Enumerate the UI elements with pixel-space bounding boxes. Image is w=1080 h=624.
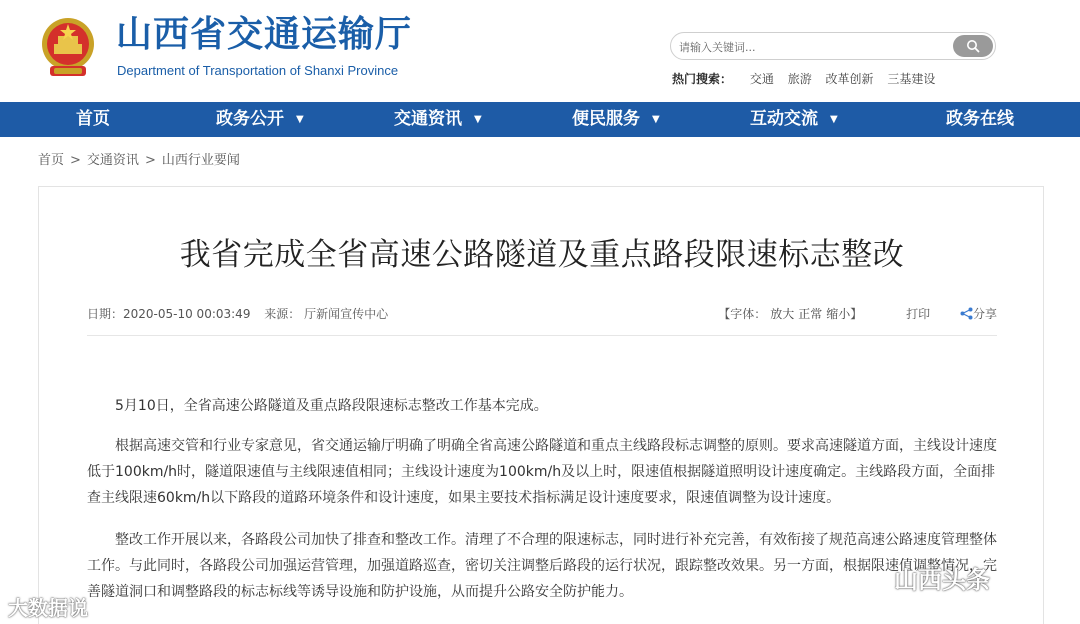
font-size-bracket: 】: [850, 307, 863, 321]
breadcrumb: [38, 149, 240, 168]
hot-link-tourism[interactable]: 旅游: [787, 72, 812, 86]
hot-link-sanji[interactable]: 三基建设: [887, 72, 936, 86]
hot-link-reform[interactable]: 改革创新: [825, 72, 874, 86]
nav-item-gov-affairs[interactable]: [216, 102, 304, 137]
watermark-right: 山西头条: [894, 566, 990, 594]
search-input[interactable]: [679, 37, 949, 57]
main-nav: [0, 102, 1080, 137]
national-emblem-icon: [40, 14, 96, 82]
nav-item-label: 政务公开: [216, 109, 284, 129]
hot-search: [672, 70, 945, 87]
share-button[interactable]: [960, 307, 997, 321]
font-large-button[interactable]: 放大: [770, 307, 795, 321]
caret-down-icon: ▼: [652, 114, 660, 125]
nav-item-label: 政务在线: [946, 109, 1014, 129]
caret-down-icon: ▼: [830, 114, 838, 125]
hot-link-traffic[interactable]: 交通: [749, 72, 774, 86]
caret-down-icon: ▼: [474, 114, 482, 125]
meta-divider: [87, 335, 997, 336]
breadcrumb-shanxi-news[interactable]: 山西行业要闻: [161, 153, 240, 168]
nav-item-services[interactable]: [572, 102, 660, 137]
article-source: 来源： 厅新闻宣传中心: [264, 307, 389, 321]
font-size-label: 【字体：: [718, 307, 767, 321]
breadcrumb-separator: >: [70, 153, 81, 168]
breadcrumb-traffic-news[interactable]: 交通资讯: [86, 153, 139, 168]
hot-search-label: 热门搜索：: [672, 72, 733, 86]
search-box: [670, 32, 996, 60]
watermark-left: 大数据说: [8, 596, 88, 620]
font-size-controls: [718, 307, 866, 321]
nav-item-interaction[interactable]: [750, 102, 838, 137]
breadcrumb-separator: >: [144, 153, 156, 168]
search-icon: [966, 39, 980, 53]
caret-down-icon: ▼: [296, 114, 304, 125]
share-label: 分享: [972, 307, 997, 321]
article-meta-right: [718, 305, 997, 322]
article-date: 日期：2020-05-10 00:03:49: [87, 307, 251, 321]
breadcrumb-home[interactable]: 首页: [38, 153, 65, 168]
nav-item-online-gov[interactable]: [946, 102, 1014, 137]
search-button[interactable]: [953, 35, 993, 57]
print-button[interactable]: 打印: [906, 307, 931, 321]
article-paragraph: 5月10日，全省高速公路隧道及重点路段限速标志整改工作基本完成。: [115, 398, 548, 414]
site-subtitle: Department of Transportation of Shanxi Province: [117, 63, 399, 78]
font-normal-button[interactable]: 正常: [798, 307, 823, 321]
share-icon: [960, 307, 973, 320]
article-paragraph: 根据高速交管和行业专家意见，省交通运输厅明确了明确全省高速公路隧道和重点主线路段标志调整的原则。要求高速隧道方面，主线设计速度低于100km/h时，隧道限速值与主线限速值相同；主线设计速度为100km/h及以上时，限速值根据隧道照明设计速度确定。主线路段方面，全面排查主线限速60km/h以下路段的道路环境条件和设计速度，如果主要技术指标满足设计速度要求，限速值调整为设计速度。: [87, 438, 997, 506]
article-title: 我省完成全省高速公路隧道及重点路段限速标志整改: [179, 237, 905, 273]
nav-item-label: 首页: [76, 109, 110, 129]
site-header: [0, 0, 1080, 102]
article-panel: [38, 186, 1044, 624]
nav-item-home[interactable]: [76, 102, 110, 137]
nav-item-label: 便民服务: [572, 109, 640, 129]
nav-item-traffic-news[interactable]: [394, 102, 482, 137]
article-meta-left: [87, 305, 388, 322]
article-paragraph: 整改工作开展以来，各路段公司加快了排查和整改工作。清理了不合理的限速标志，同时进行补充完善，有效衔接了规范高速公路速度管理整体工作。与此同时，各路段公司加强运营管理，加强道路巡查，密切关注调整后路段的运行状况，跟踪整改效果。另一方面，根据限速值调整情况，完善隧道洞口和调整路段的标志标线等诱导设施和防护设施，从而提升公路安全防护能力。: [87, 532, 997, 600]
font-small-button[interactable]: 缩小: [826, 307, 851, 321]
site-title[interactable]: 山西省交通运输厅: [116, 14, 413, 55]
nav-item-label: 交通资讯: [394, 109, 462, 129]
nav-item-label: 互动交流: [750, 109, 818, 129]
article-meta: [87, 305, 997, 327]
